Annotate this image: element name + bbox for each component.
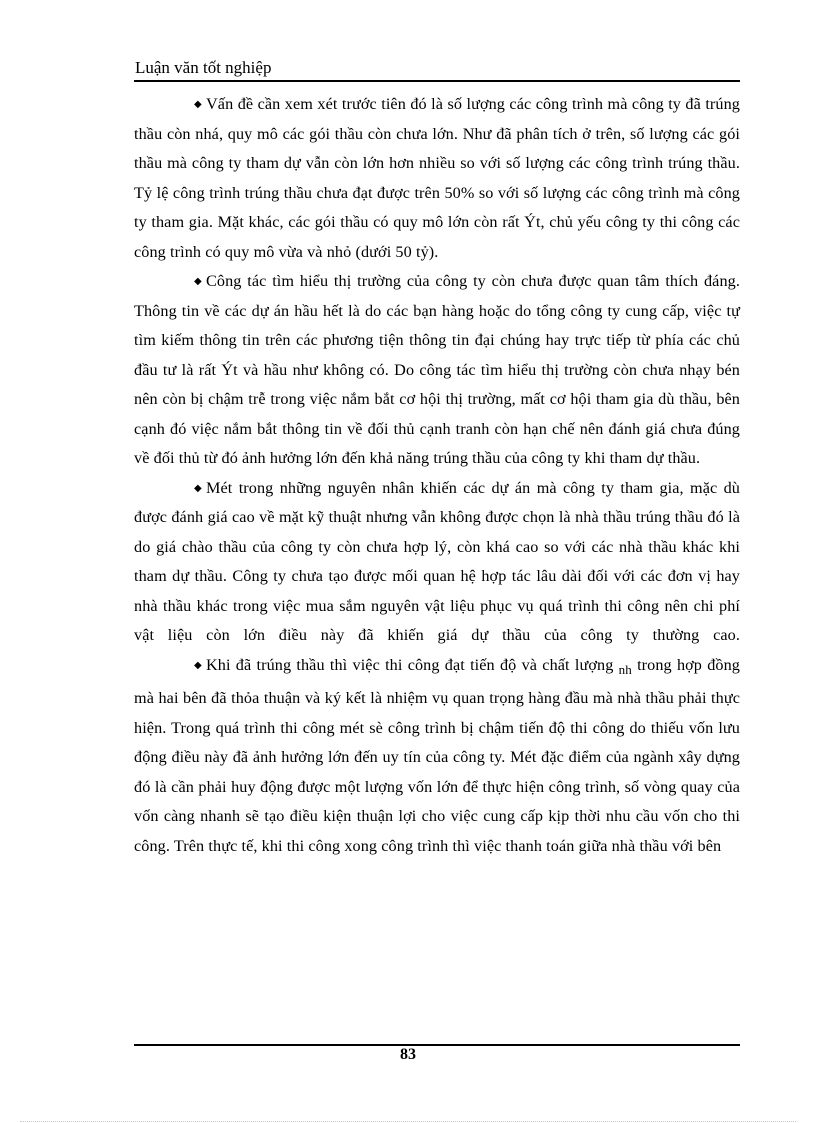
subscript-fragment: nh — [618, 661, 632, 677]
paragraph — [134, 90, 740, 267]
body-text — [134, 90, 740, 861]
document-title: Luận văn tốt nghiệp — [135, 58, 272, 77]
paragraph-text: Công tác tìm hiểu thị trường của công ty còn chưa được quan tâm thích đáng. Thông tin về các dự án hầu hết là do các bạn hàng hoặc do tổng công ty cung cấp, việc tự tìm kiếm thông tin trên các phương tiện thông tin đại chúng hay trực tiếp từ phía các chủ đầu tư là rất Ýt và hầu như không có. Do công tác tìm hiểu thị trường còn chưa nhạy bén nên còn bị chậm trễ trong việc nắm bắt cơ hội thị trường, mất cơ hội tham gia dù thầu, bên cạnh đó việc nắm bắt thông tin về đối thủ cạnh tranh còn hạn chế nên đánh giá chưa đúng về đối thủ từ đó ảnh hưởng lớn đến khả năng trúng thầu của công ty khi tham dự thầu. — [134, 272, 740, 467]
diamond-bullet-icon: ◆ — [194, 276, 202, 287]
paragraph — [134, 474, 740, 651]
paragraph-text: Vấn đề cần xem xét trước tiên đó là số lượng các công trình mà công ty đã trúng thầu còn nhá, quy mô các gói thầu còn chưa lớn. Như đã phân tích ở trên, số lượng các gói thầu mà công ty tham dự vẫn còn lớn hơn nhiều so với số lượng các công trình trúng thầu. Tỷ lệ công trình trúng thầu chưa đạt được trên 50% so với số lượng các công trình mà công ty tham gia. Mặt khác, các gói thầu có quy mô lớn còn rất Ýt, chủ yếu công ty thi công các công trình có quy mô vừa và nhỏ (dưới 50 tỷ). — [134, 95, 740, 261]
paragraph-text: Khi đã trúng thầu thì việc thi công đạt tiến độ và chất lượng — [206, 655, 614, 674]
paragraph — [134, 267, 740, 474]
page-header — [134, 56, 740, 82]
page-number: 83 — [400, 1046, 416, 1063]
page-boundary — [20, 1121, 796, 1122]
diamond-bullet-icon: ◆ — [194, 482, 202, 494]
diamond-bullet-icon: ◆ — [194, 99, 202, 110]
paragraph-text: trong hợp đồng mà hai bên đã thỏa thuận và ký kết là nhiệm vụ quan trọng hàng đầu mà nhà thầu phải thực hiện. Trong quá trình thi công mét sè công trình bị chậm tiến độ thi công do thiếu vốn lưu động điều này đã ảnh hưởng lớn đến uy tín của công ty. Mét đặc điểm của ngành xây dựng đó là cần phải huy động được một lượng vốn lớn để thực hiện công trình, số vòng quay của vốn càng nhanh sẽ tạo điều kiện thuận lợi cho việc cung cấp kịp thời nhu cầu vốn cho thi công. Trên thực tế, khi thi công xong công trình thì việc thanh toán giữa nhà thầu với bên — [134, 655, 740, 855]
paragraph-text: Mét trong những nguyên nhân khiến các dự án mà công ty tham gia, mặc dù được đánh giá cao về mặt kỹ thuật nhưng vẫn không được chọn là nhà thầu trúng thầu đó là do giá chào thầu của công ty còn chưa hợp lý, còn khá cao so với các nhà thầu khác khi tham dự thầu. Công ty chưa tạo được mối quan hệ hợp tác lâu dài đối với các đơn vị hay nhà thầu khác trong việc mua sắm nguyên vật liệu phục vụ quá trình thi công nên chi phí vật liệu còn lớn điều này đã khiến giá dự thầu của công ty thường cao. — [134, 478, 740, 644]
paragraph — [134, 651, 740, 862]
diamond-bullet-icon: ◆ — [194, 659, 202, 671]
